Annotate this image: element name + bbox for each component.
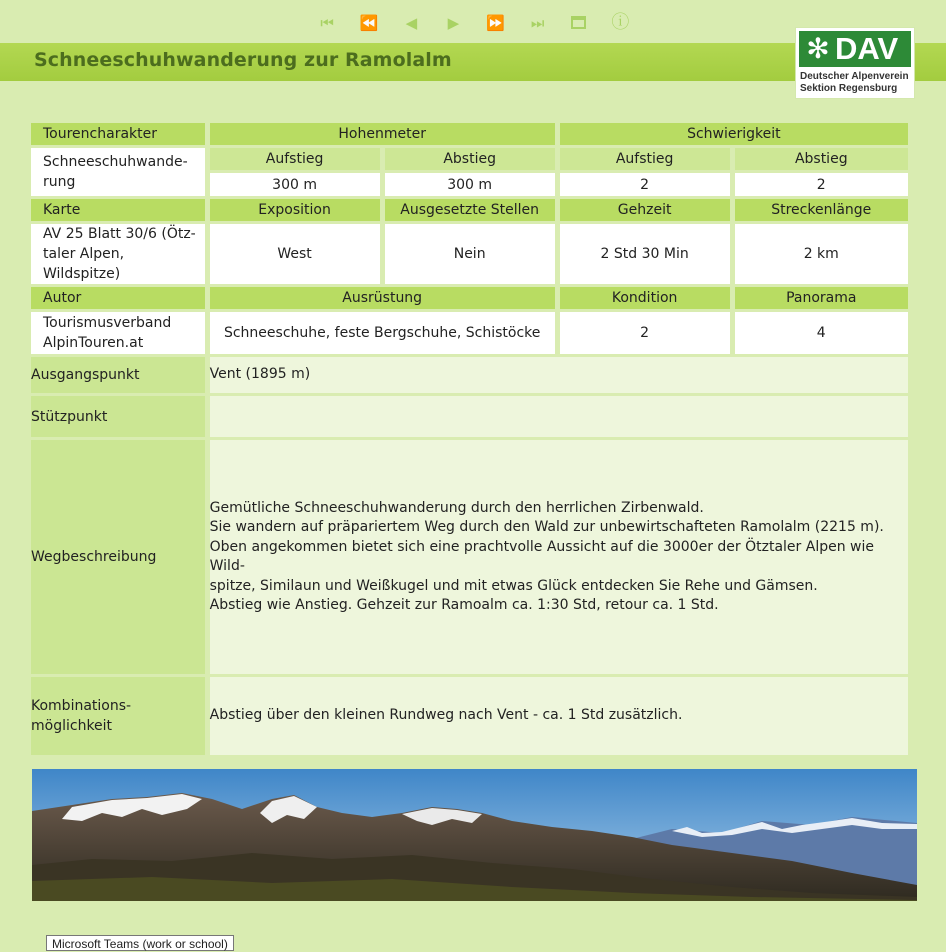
header-row-2	[31, 199, 908, 221]
tourencharakter-line-1: Schneeschuhwande-	[43, 154, 188, 170]
previous-icon[interactable]: ◀	[405, 14, 415, 32]
wegbeschreibung-line-4: spitze, Similaun und Weißkugel und mit etwas Glück entdecken Sie Rehe und Gämsen.	[209, 577, 818, 594]
exposition-value: West	[210, 224, 380, 284]
header-autor: Autor	[31, 287, 205, 309]
wegbeschreibung-line-5: Abstieg wie Anstieg. Gehzeit zur Ramoalm ca. 1:30 Std, retour ca. 1 Std.	[209, 597, 719, 613]
header-tourencharakter: Tourencharakter	[31, 123, 205, 145]
panorama-value: 4	[735, 312, 908, 354]
stuetzpunkt-label: Stützpunkt	[31, 396, 205, 437]
subheader-sw-abstieg: Abstieg	[735, 148, 908, 170]
wegbeschreibung-line-3: Oben angekommen bietet sich eine prachtvolle Aussicht auf die 3000er der Ötztaler Alpen wie Wild-	[209, 538, 874, 574]
ausruestung-value: Schneeschuhe, feste Bergschuhe, Schistöcke	[210, 312, 555, 354]
values-row-2	[31, 224, 908, 284]
logo-subtitle	[800, 71, 909, 95]
sw-abstieg-value: 2	[735, 173, 908, 196]
mountain-panorama-image	[32, 769, 917, 901]
window-icon[interactable]	[560, 9, 597, 37]
subheader-hm-aufstieg: Aufstieg	[210, 148, 380, 170]
logo-line-1: Deutscher Alpenverein	[800, 71, 909, 82]
sw-aufstieg-value: 2	[560, 173, 730, 196]
fast-forward-icon[interactable]: ⏩	[486, 14, 502, 32]
autor-line-1: Tourismusverband	[43, 315, 172, 331]
karte-line-1: AV 25 Blatt 30/6 (Ötz-	[43, 226, 196, 242]
logo-mark	[799, 31, 911, 67]
kombination-row	[31, 677, 908, 755]
tourencharakter-line-2: rung	[43, 174, 76, 190]
subheader-sw-aufstieg: Aufstieg	[560, 148, 730, 170]
hm-aufstieg-value: 300 m	[210, 173, 380, 196]
header-hohenmeter: Hohenmeter	[210, 123, 555, 145]
stuetzpunkt-value	[210, 396, 908, 437]
header-karte: Karte	[31, 199, 205, 221]
karte-line-2: taler Alpen, Wildspitze)	[43, 246, 125, 282]
gehzeit-value: 2 Std 30 Min	[560, 224, 730, 284]
next-icon[interactable]: ▶	[447, 14, 457, 32]
header-ausruestung: Ausrüstung	[210, 287, 555, 309]
header-row-3	[31, 287, 908, 309]
info-icon[interactable]: ⓘ	[611, 12, 630, 33]
header-kondition: Kondition	[560, 287, 730, 309]
kombination-label-line-2: möglichkeit	[31, 718, 113, 734]
ausgangspunkt-value: Vent (1895 m)	[210, 357, 908, 393]
stuetzpunkt-row	[31, 396, 908, 437]
edelweiss-icon: ✻	[806, 32, 830, 65]
autor-value	[31, 312, 205, 354]
ausgangspunkt-label: Ausgangspunkt	[31, 357, 205, 393]
kombination-value: Abstieg über den kleinen Rundweg nach Vent - ca. 1 Std zusätzlich.	[210, 677, 908, 755]
page-title: Schneeschuhwanderung zur Ramolalm	[34, 49, 452, 71]
first-page-icon[interactable]: ⏮	[320, 14, 331, 32]
wegbeschreibung-line-2: Sie wandern auf präpariertem Weg durch den Wald zur unbewirtschafteten Ramolalm (2215 m).	[209, 519, 884, 535]
kombination-label	[31, 677, 205, 755]
subheader-hm-abstieg: Abstieg	[385, 148, 555, 170]
header-streckenlaenge: Streckenlänge	[735, 199, 908, 221]
hm-abstieg-value: 300 m	[385, 173, 555, 196]
karte-value	[31, 224, 205, 284]
header-gehzeit: Gehzeit	[560, 199, 730, 221]
last-page-icon[interactable]: ⏭	[530, 14, 542, 32]
kondition-value: 2	[560, 312, 730, 354]
wegbeschreibung-label: Wegbeschreibung	[31, 440, 205, 674]
header-exposition: Exposition	[210, 199, 380, 221]
subheader-row	[31, 148, 908, 170]
header-row-1	[31, 123, 908, 145]
wegbeschreibung-row	[31, 440, 908, 674]
header-panorama: Panorama	[735, 287, 908, 309]
taskbar-tooltip: Microsoft Teams (work or school)	[46, 935, 234, 951]
values-row-3	[31, 312, 908, 354]
tourencharakter-value	[31, 148, 205, 196]
header-schwierigkeit: Schwierigkeit	[560, 123, 908, 145]
rewind-icon[interactable]: ⏪	[359, 14, 376, 32]
tour-details-table	[26, 120, 913, 758]
ausgangspunkt-row	[31, 357, 908, 393]
logo-line-2: Sektion Regensburg	[800, 83, 898, 94]
dav-logo[interactable]	[795, 27, 915, 99]
wegbeschreibung-text	[210, 440, 908, 674]
ausgesetzte-value: Nein	[385, 224, 555, 284]
kombination-label-line-1: Kombinations-	[31, 698, 132, 714]
wegbeschreibung-line-1: Gemütliche Schneeschuhwanderung durch den herrlichen Zirbenwald.	[209, 499, 704, 516]
window-box-shape	[571, 16, 586, 29]
autor-line-2: AlpinTouren.at	[43, 335, 144, 351]
streckenlaenge-value: 2 km	[735, 224, 908, 284]
header-ausgesetzte-stellen: Ausgesetzte Stellen	[385, 199, 555, 221]
panorama-drawing	[32, 769, 917, 901]
logo-text: DAV	[835, 31, 899, 66]
